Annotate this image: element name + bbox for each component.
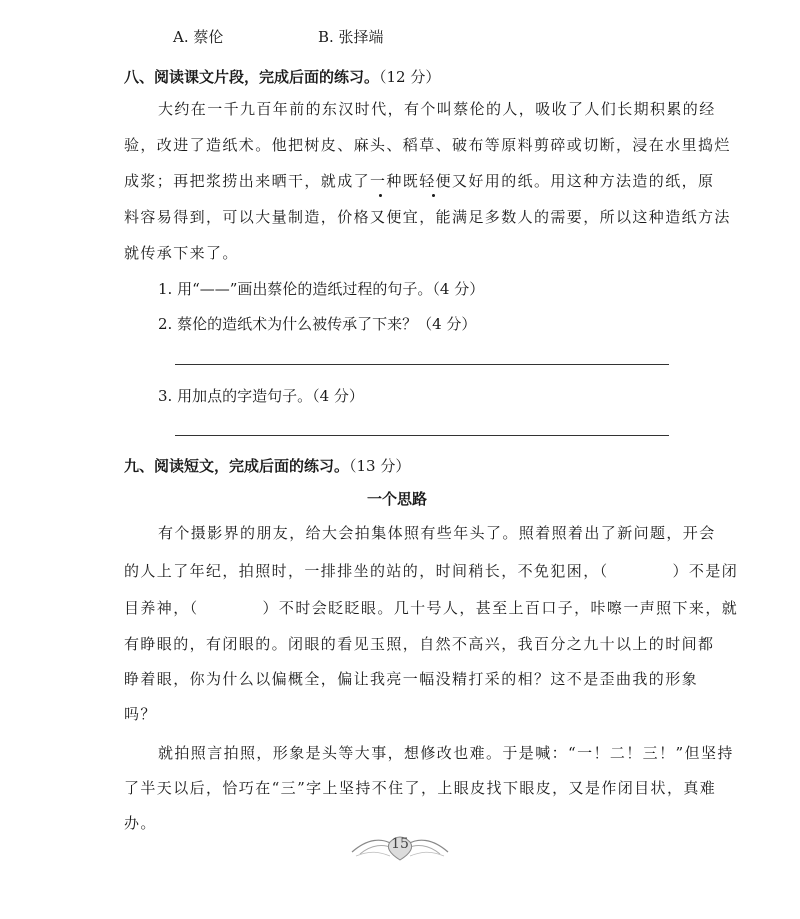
option-a: A. 蔡伦	[173, 28, 224, 46]
story-line-4: 有睁眼的，有闭眼的。闭眼的看见玉照，自然不高兴，我百分之九十以上的时间都	[124, 635, 715, 653]
story-line-1: 有个摄影界的朋友，给大会拍集体照有些年头了。照着照着出了新问题，开会	[158, 524, 716, 542]
section9-heading	[124, 455, 410, 476]
emphasis-dot	[432, 194, 435, 197]
story-line-2	[124, 560, 738, 581]
passage-line-4: 料容易得到，可以大量制造，价格又便宜，能满足多数人的需要，所以这种造纸方法	[124, 208, 731, 226]
story-line-3a: 目养神，（	[124, 599, 199, 617]
passage-line-3: 成浆；再把浆捞出来晒干，就成了一种既轻便又好用的纸。用这种方法造的纸，原	[124, 172, 715, 190]
story-title: 一个思路	[367, 490, 428, 508]
section9-heading-text: 九、阅读短文，完成后面的练习。	[124, 457, 350, 475]
question-3: 3. 用加点的字造句子。（4 分）	[158, 387, 364, 405]
story-line-6: 吗？	[124, 705, 157, 723]
passage-line-5: 就传承下来了。	[124, 244, 239, 262]
story-line-5: 睁着眼，你为什么以偏概全，偏让我亮一幅没精打采的相？这不是歪曲我的形象	[124, 670, 699, 688]
emphasis-dot	[379, 194, 382, 197]
page-number-badge	[350, 830, 450, 864]
answer-line-q3[interactable]	[175, 435, 669, 436]
section8-heading-text: 八、阅读课文片段，完成后面的练习。	[124, 68, 380, 86]
page-number: 15	[391, 836, 409, 852]
question-1: 1. 用“——”画出蔡伦的造纸过程的句子。（4 分）	[158, 280, 485, 298]
section8-heading	[124, 66, 440, 87]
section9-score: （13 分）	[349, 457, 411, 475]
passage-line-2: 验，改进了造纸术。他把树皮、麻头、稻草、破布等原料剪碎或切断，浸在水里捣烂	[124, 136, 731, 154]
story-p2-line-1: 就拍照言拍照，形象是头等大事，想修改也难。于是喊：“一！二！三！”但坚持	[158, 744, 734, 762]
option-b: B. 张择端	[318, 28, 384, 46]
story-line-2b: ）不是闭	[672, 562, 739, 580]
question-2: 2. 蔡伦的造纸术为什么被传承了下来？（4 分）	[158, 315, 477, 333]
story-line-3b: ）不时会眨眨眼。几十号人，甚至上百口子，咔嚓一声照下来，就	[262, 599, 739, 617]
story-p2-line-3: 办。	[124, 814, 157, 832]
section8-score: （12 分）	[379, 68, 441, 86]
answer-line-q2[interactable]	[175, 364, 669, 365]
story-line-2a: 的人上了年纪，拍照时，一排排坐的站的，时间稍长，不免犯困，（	[124, 562, 609, 580]
story-p2-line-2: 了半天以后，恰巧在“三”字上坚持不住了，上眼皮找下眼皮，又是作闭目状，真难	[124, 779, 717, 797]
story-line-3	[124, 597, 738, 618]
passage-line-1: 大约在一千九百年前的东汉时代，有个叫蔡伦的人，吸收了人们长期积累的经	[158, 100, 716, 118]
